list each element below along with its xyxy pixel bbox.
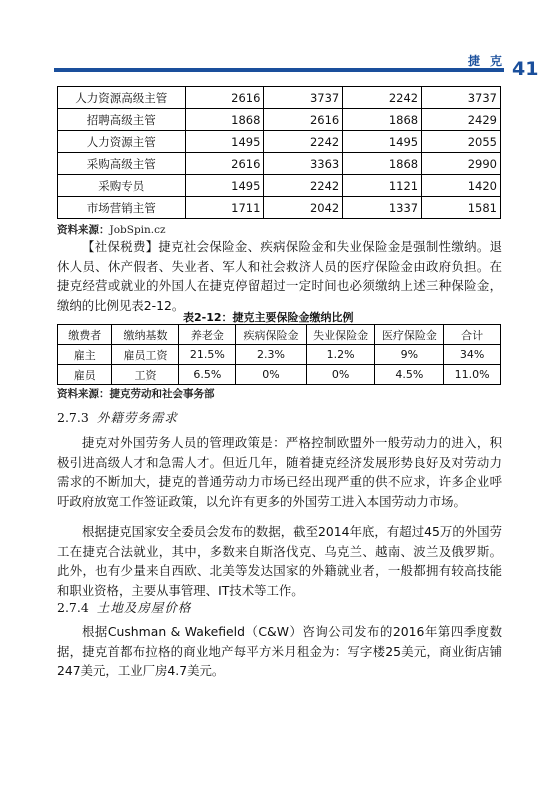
social-security-paragraph: 【社保税费】捷克社会保险金、疾病保险金和失业保险金是强制性缴纳。退休人员、休产假者、失业者、军人和社会救济人员的医疗保险金由政府负担。在捷克经营或就业的外国人在捷克停留超过一定时间也必须缴纳上述三种保险金，缴纳的比例见表2-12。 <box>57 239 502 313</box>
salary-cell: 2242 <box>343 87 422 109</box>
insurance-table <box>57 324 501 385</box>
salary-cell: 2242 <box>264 131 343 153</box>
salary-cell: 2055 <box>422 131 501 153</box>
salary-cell: 3363 <box>264 153 343 175</box>
section-number: 2.7.4 <box>57 600 89 615</box>
table-cell: 4.5% <box>375 365 444 385</box>
table-row <box>58 87 501 109</box>
header-cell: 缴费者 <box>58 325 112 345</box>
section-title: 外籍劳务需求 <box>96 410 178 425</box>
role-cell: 市场营销主管 <box>58 197 186 219</box>
page-number: 41 <box>512 58 539 80</box>
salary-cell: 1495 <box>343 131 422 153</box>
role-cell: 采购专员 <box>58 175 186 197</box>
section-heading-employment <box>57 408 178 426</box>
salary-cell: 1868 <box>343 109 422 131</box>
insurance-table-caption: 表2-12：捷克主要保险金缴纳比例 <box>183 311 354 324</box>
salary-table <box>57 86 501 219</box>
salary-cell: 2242 <box>264 175 343 197</box>
salary-source <box>57 222 166 237</box>
table-cell: 雇员工资 <box>112 345 179 365</box>
table-cell: 21.5% <box>179 345 236 365</box>
table-row <box>58 197 501 219</box>
role-cell: 人力资源高级主管 <box>58 87 186 109</box>
salary-cell: 3737 <box>422 87 501 109</box>
table-row <box>58 131 501 153</box>
salary-cell: 1495 <box>185 131 264 153</box>
table-header-row <box>58 325 501 345</box>
table-row <box>58 109 501 131</box>
salary-cell: 2429 <box>422 109 501 131</box>
salary-cell: 1337 <box>343 197 422 219</box>
header-cell: 缴纳基数 <box>112 325 179 345</box>
salary-cell: 1121 <box>343 175 422 197</box>
header-cell: 疾病保险金 <box>236 325 307 345</box>
salary-cell: 3737 <box>264 87 343 109</box>
salary-cell: 2616 <box>264 109 343 131</box>
table-cell: 工资 <box>112 365 179 385</box>
table-cell: 雇员 <box>58 365 112 385</box>
salary-cell: 1581 <box>422 197 501 219</box>
table-cell: 9% <box>375 345 444 365</box>
header-cell: 失业保险金 <box>306 325 375 345</box>
insurance-source: 资料来源：捷克劳动和社会事务部 <box>57 388 215 400</box>
table-cell: 11.0% <box>444 365 501 385</box>
salary-cell: 1420 <box>422 175 501 197</box>
salary-cell: 2616 <box>185 87 264 109</box>
salary-source-site: JobSpin.cz <box>109 224 166 236</box>
table-cell: 0% <box>306 365 375 385</box>
table-cell: 6.5% <box>179 365 236 385</box>
table-cell: 1.2% <box>306 345 375 365</box>
section-title: 土地及房屋价格 <box>96 600 192 615</box>
table-row <box>58 175 501 197</box>
salary-cell: 1711 <box>185 197 264 219</box>
header-cell: 合计 <box>444 325 501 345</box>
table-cell: 2.3% <box>236 345 307 365</box>
table-cell: 0% <box>236 365 307 385</box>
table-cell: 雇主 <box>58 345 112 365</box>
salary-cell: 2616 <box>185 153 264 175</box>
salary-cell: 1495 <box>185 175 264 197</box>
salary-cell: 2042 <box>264 197 343 219</box>
employment-paragraph-2: 根据捷克国家安全委员会发布的数据，截至2014年底，有超过45万的外国劳工在捷克合法就业，其中，多数来自斯洛伐克、乌克兰、越南、波兰及俄罗斯。此外，也有少量来自西欧、北美等发达国家的外籍就业者，一般都拥有较高技能和职业资格，主要从事管理、IT技术等工作。 <box>57 524 502 598</box>
table-row <box>58 345 501 365</box>
table-cell: 34% <box>444 345 501 365</box>
header-rule <box>54 68 504 72</box>
salary-cell: 1868 <box>343 153 422 175</box>
section-heading-land <box>57 598 191 616</box>
employment-paragraph-1: 捷克对外国劳务人员的管理政策是：严格控制欧盟外一般劳动力的进入，积极引进高级人才和急需人才。但近几年，随着捷克经济发展形势良好及对劳动力需求的不断加大，捷克的普通劳动力市场已经出现严重的供不应求，许多企业呼吁政府放宽工作签证政策，以允许有更多的外国劳工进入本国劳动力市场。 <box>57 435 502 509</box>
header-cell: 医疗保险金 <box>375 325 444 345</box>
salary-source-label: 资料来源： <box>57 224 110 236</box>
table-row <box>58 365 501 385</box>
section-number: 2.7.3 <box>57 410 89 425</box>
land-paragraph: 根据Cushman & Wakefield（C&W）咨询公司发布的2016年第四季度数据，捷克首都布拉格的商业地产每平方米月租金为：写字楼25美元，商业街店铺247美元，工业厂房4.7美元。 <box>57 624 502 678</box>
header-country: 捷克 <box>468 54 513 68</box>
role-cell: 招聘高级主管 <box>58 109 186 131</box>
table-row <box>58 153 501 175</box>
role-cell: 采购高级主管 <box>58 153 186 175</box>
role-cell: 人力资源主管 <box>58 131 186 153</box>
salary-cell: 1868 <box>185 109 264 131</box>
salary-cell: 2990 <box>422 153 501 175</box>
header-cell: 养老金 <box>179 325 236 345</box>
